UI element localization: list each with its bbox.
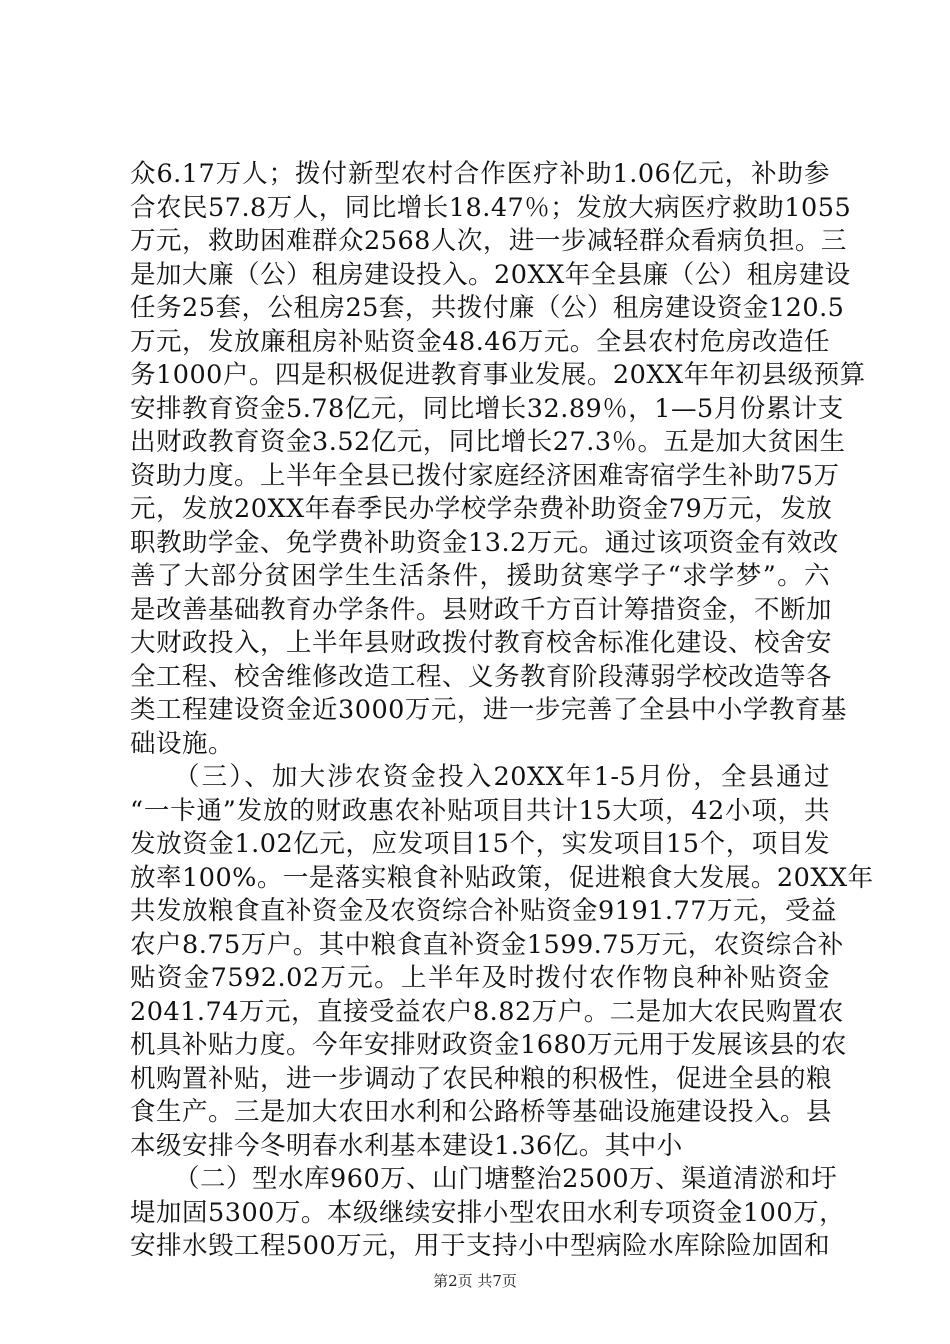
text-line: 众6.17万人；拨付新型农村合作医疗补助1.06亿元，补助参 (130, 159, 830, 189)
text-line: 大财政投入，上半年县财政拨付教育校舍标准化建设、校舍安 (130, 628, 833, 658)
text-line: 础设施。 (130, 728, 235, 759)
body-text (130, 158, 874, 1264)
text-line: “一卡通”发放的财政惠农补贴项目共计15大项，42小项，共 (130, 795, 830, 826)
text-line: 共发放粮食直补资金及农资综合补贴资金9191.77万元，受益 (130, 896, 837, 926)
text-line: 安排水毁工程500万元，用于支持小中型病险水库除险加固和 (130, 1231, 831, 1261)
page-footer (0, 1271, 950, 1291)
text-line: 食生产。三是加大农田水利和公路桥等基础设施建设投入。县 (130, 1097, 833, 1127)
text-line: 万元，发放廉租房补贴资金48.46万元。全县农村危房改造任 (130, 326, 830, 357)
paragraph-start-line: （三）、加大涉农资金投入20XX年1-5月份，全县通过 (174, 762, 830, 792)
paragraph-start-line: （二）型水库960万、山门塘整治2500万、渠道清淤和圩 (174, 1164, 838, 1194)
text-line: 务1000户。四是积极促进教育事业发展。20XX年年初县级预算 (130, 360, 866, 390)
text-line: 贴资金7592.02万元。上半年及时拨付农作物良种补贴资金 (130, 963, 830, 993)
text-line: 类工程建设资金近3000万元，进一步完善了全县中小学教育基 (130, 695, 847, 725)
text-line: 合农民57.8万人，同比增长18.47％；发放大病医疗救助1055 (130, 192, 852, 223)
text-line: 是改善基础教育办学条件。县财政千方百计筹措资金，不断加 (130, 594, 833, 625)
text-line: 机购置补贴，进一步调动了农民种粮的积极性，促进全县的粮 (130, 1063, 833, 1094)
text-line: 2041.74万元，直接受益农户8.82万户。二是加大农民购置农 (130, 996, 844, 1027)
text-line: 资助力度。上半年全县已拨付家庭经济困难寄宿学生补助75万 (130, 460, 840, 491)
text-line: 全工程、校舍维修改造工程、义务教育阶段薄弱学校改造等各 (130, 661, 833, 692)
text-line: 职教助学金、免学费补助资金13.2万元。通过该项资金有效改 (130, 527, 839, 558)
text-line: 堤加固5300万。本级继续安排小型农田水利专项资金100万， (130, 1197, 846, 1228)
text-line: 出财政教育资金3.52亿元，同比增长27.3％。五是加大贫困生 (130, 427, 846, 457)
text-line: 善了大部分贫困学生生活条件，援助贫寒学子“求学梦”。六 (130, 561, 830, 591)
text-line: 放率100%。一是落实粮食补贴政策，促进粮食大发展。20XX年 (130, 862, 874, 893)
text-line: 任务25套，公租房25套，共拨付廉（公）租房建设资金120.5 (130, 293, 845, 323)
text-line: 元，发放20XX年春季民办学校学杂费补助资金79万元，发放 (130, 494, 833, 524)
text-line: 发放资金1.02亿元，应发项目15个，实发项目15个，项目发 (130, 829, 830, 859)
text-line: 是加大廉（公）租房建设投入。20XX年全县廉（公）租房建设 (130, 259, 851, 290)
text-line: 万元，救助困难群众2568人次，进一步减轻群众看病负担。三 (130, 226, 847, 256)
text-line: 安排教育资金5.78亿元，同比增长32.89％，1—5月份累计支 (130, 393, 844, 424)
text-line: 机具补贴力度。今年安排财政资金1680万元用于发展该县的农 (130, 1030, 847, 1060)
text-line: 农户8.75万户。其中粮食直补资金1599.75万元，农资综合补 (130, 929, 844, 960)
text-line: 本级安排今冬明春水利基本建设1.36亿。其中小 (130, 1130, 683, 1161)
page-indicator: 第2页 共7页 (433, 1272, 517, 1290)
